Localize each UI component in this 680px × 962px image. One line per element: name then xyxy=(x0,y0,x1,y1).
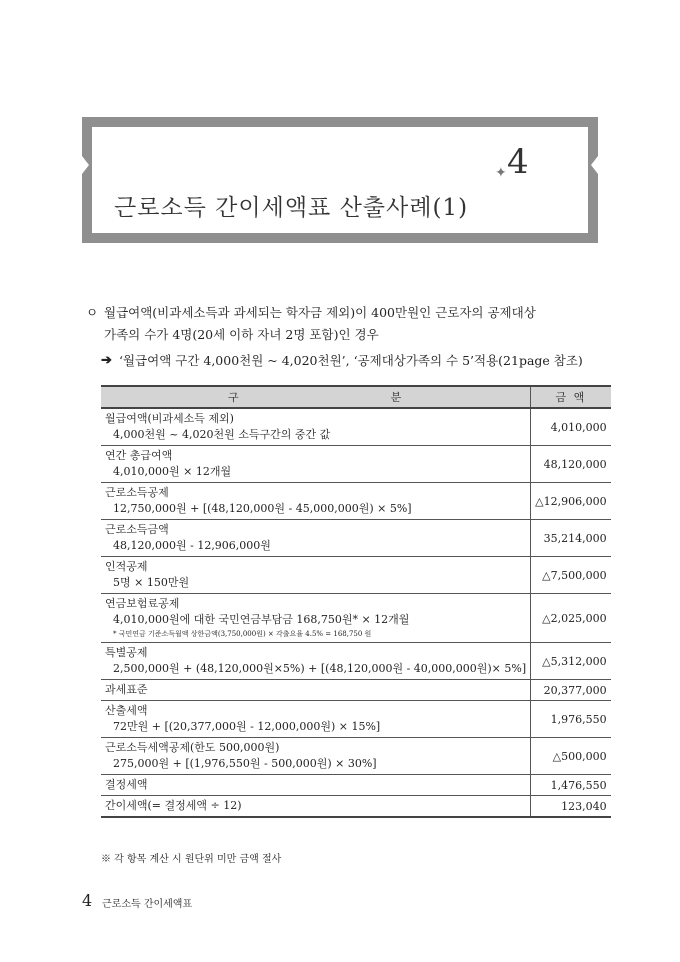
row-formula: 4,010,000원에 대한 국민연금부담금 168,750원* × 12개월 xyxy=(113,613,410,626)
table-row xyxy=(101,408,611,446)
row-formula: 4,010,000원 × 12개월 xyxy=(113,465,232,478)
chapter-banner xyxy=(82,117,598,243)
row-description xyxy=(101,738,531,775)
intro-line-3: ‘월급여액 구간 4,000천원 ~ 4,020천원’, ‘공제대상가족의 수 5’적용(21page 참조) xyxy=(119,353,583,368)
chapter-title: 근로소득 간이세액표 산출사례(1) xyxy=(114,195,469,221)
row-description xyxy=(101,446,531,483)
row-label: 근로소득공제 xyxy=(105,486,169,499)
table-row xyxy=(101,594,611,643)
row-formula: 48,120,000원 - 12,906,000원 xyxy=(113,539,271,552)
intro-line-2: 가족의 수가 4명(20세 이하 자녀 2명 포함)인 경우 xyxy=(104,327,379,342)
row-formula: 5명 × 150만원 xyxy=(113,576,190,589)
sparkle-icon: ✦ xyxy=(495,165,507,181)
row-label: 간이세액(= 결정세액 ÷ 12) xyxy=(105,799,242,812)
row-amount: 48,120,000 xyxy=(531,446,611,483)
header-item xyxy=(101,386,531,408)
row-description xyxy=(101,483,531,520)
footer-page-number: 4 xyxy=(82,891,93,910)
table-row xyxy=(101,483,611,520)
row-label: 연금보험료공제 xyxy=(105,597,180,610)
table-row xyxy=(101,643,611,680)
row-amount: 4,010,000 xyxy=(531,408,611,446)
row-description xyxy=(101,796,531,818)
banner-inner xyxy=(92,127,588,233)
row-description xyxy=(101,557,531,594)
row-description xyxy=(101,594,531,643)
row-label: 연간 총급여액 xyxy=(105,449,173,462)
row-formula: 72만원 + [(20,377,000원 - 12,000,000원) × 15%] xyxy=(113,720,381,733)
row-label: 월급여액(비과세소득 제외) xyxy=(105,412,234,425)
row-description xyxy=(101,701,531,738)
row-amount: 1,476,550 xyxy=(531,775,611,796)
row-description xyxy=(101,680,531,701)
table-row xyxy=(101,446,611,483)
row-description xyxy=(101,408,531,446)
arrow-right-icon: ➔ xyxy=(101,353,112,368)
tax-calculation-table xyxy=(101,385,611,818)
row-amount: 123,040 xyxy=(531,796,611,818)
chapter-number: 4 xyxy=(507,142,529,182)
footnote: ※ 각 항목 계산 시 원단위 미만 금액 절사 xyxy=(101,854,282,865)
row-description xyxy=(101,520,531,557)
footer-title: 근로소득 간이세액표 xyxy=(102,899,193,910)
table-row xyxy=(101,557,611,594)
row-label: 결정세액 xyxy=(105,778,148,791)
table-header-row xyxy=(101,386,611,408)
table-row xyxy=(101,680,611,701)
row-formula: 2,500,000원 + (48,120,000원×5%) + [(48,120,000원 - 40,000,000원)× 5%] xyxy=(113,662,527,675)
row-formula: 275,000원 + [(1,976,550원 - 500,000원) × 30%] xyxy=(113,757,377,770)
table-row xyxy=(101,520,611,557)
row-label: 과세표준 xyxy=(105,683,148,696)
table-row xyxy=(101,775,611,796)
banner-notch-right xyxy=(591,156,598,174)
row-description xyxy=(101,643,531,680)
header-item-a: 구 xyxy=(227,391,241,404)
row-amount: △7,500,000 xyxy=(531,557,611,594)
row-formula: 4,000천원 ~ 4,020천원 소득구간의 중간 값 xyxy=(113,428,331,441)
header-amount: 금 액 xyxy=(531,386,611,408)
table-row xyxy=(101,701,611,738)
row-formula: 12,750,000원 + [(48,120,000원 - 45,000,000원) × 5%] xyxy=(113,502,412,515)
row-label: 인적공제 xyxy=(105,560,148,573)
row-label: 특별공제 xyxy=(105,646,148,659)
row-amount: 35,214,000 xyxy=(531,520,611,557)
row-label: 근로소득세액공제(한도 500,000원) xyxy=(105,741,280,754)
row-label: 산출세액 xyxy=(105,704,148,717)
row-note: * 국민연금 기준소득월액 상한금액(3,750,000원) × 각출요율 4.5% = 168,750 원 xyxy=(113,630,372,638)
intro-line-1: 월급여액(비과세소득과 과세되는 학자금 제외)이 400만원인 근로자의 공제대상 xyxy=(104,305,536,320)
banner-notch-left xyxy=(82,156,89,174)
row-description xyxy=(101,775,531,796)
row-label: 근로소득금액 xyxy=(105,523,169,536)
row-amount: 1,976,550 xyxy=(531,701,611,738)
row-amount: △500,000 xyxy=(531,738,611,775)
table-row xyxy=(101,738,611,775)
table-row xyxy=(101,796,611,818)
circle-bullet-icon: ㅇ xyxy=(86,305,99,320)
row-amount: 20,377,000 xyxy=(531,680,611,701)
row-amount: △5,312,000 xyxy=(531,643,611,680)
row-amount: △12,906,000 xyxy=(531,483,611,520)
header-item-b: 분 xyxy=(390,391,404,404)
row-amount: △2,025,000 xyxy=(531,594,611,643)
